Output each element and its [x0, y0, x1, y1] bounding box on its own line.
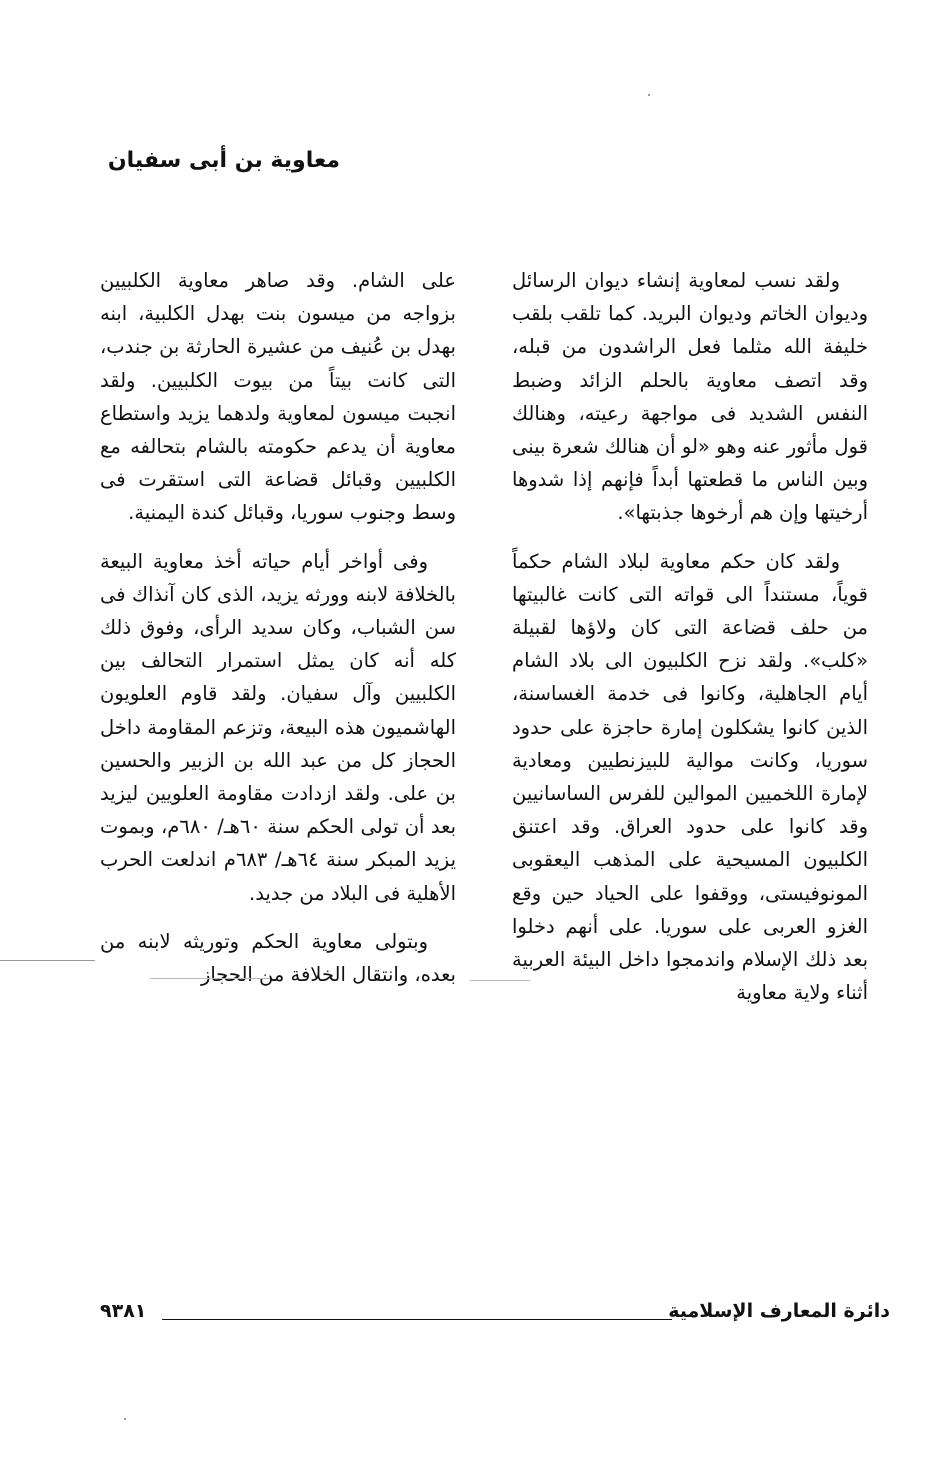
paragraph: وبتولى معاوية الحكم وتوريثه لابنه من بعده، وانتقال الخلافة من الحجاز — [100, 929, 456, 987]
scan-artifact-line — [470, 980, 530, 981]
page-number: ٩٣٨١ — [100, 1300, 147, 1322]
paragraph: وفى أواخر أيام حياته أخذ معاوية البيعة بالخلافة لابنه وورثه يزيد، الذى كان آنذاك فى سن الشباب، وكان سديد الرأى، وفوق ذلك كله أنه كان يمثل استمرار التحالف بين الكلبيين وآل سفيان. ولقد قاوم العلويون الهاشميون هذه البيعة، وتزعم المقاومة داخل الحجاز كل من عبد الله بن الزبير والحسين بن على. ولقد ازدادت مقاومة العلويين ليزيد بعد أن تولى الحكم سنة ٦٠هـ/ ٦٨٠م، وبموت يزيد المبكر سنة ٦٤هـ/ ٦٨٣م اندلعت الحرب الأهلية فى البلاد من جديد. — [100, 549, 456, 905]
scan-artifact-dot — [124, 1418, 126, 1420]
scan-artifact-dot — [648, 94, 650, 96]
footer-title: دائرة المعارف الإسلامية — [668, 1300, 890, 1322]
paragraph: على الشام. وقد صاهر معاوية الكلبيين بزواجه من ميسون بنت بهدل الكلبية، ابنه بهدل بن عُنيف من عشيرة الحارثة بن جندب، التى كانت بيتاً من بيوت الكلبيين. ولقد انجبت ميسون لمعاوية ولدهما يزيد واستطاع معاوية أن يدعم حكومته بالشام بتحالفه مع الكلبيين وقبائل قضاعة التى استقرت فى وسط وجنوب سوريا، وقبائل كندة اليمنية. — [100, 269, 456, 525]
text-column-right — [512, 264, 868, 1024]
paragraph: ولقد نسب لمعاوية إنشاء ديوان الرسائل وديوان الخاتم وديوان البريد. كما تلقب بلقب خليفة الله مثلما فعل الراشدون من قبله، وقد اتصف معاوية بالحلم الزائد وضبط النفس الشديد فى مواجهة رعيته، وهنالك قول مأثور عنه وهو «لو أن هنالك شعرة بينى وبين الناس ما قطعتها أبداً فإنهم إذا شدوها أرخيتها وإن هم أرخوها جذبتها». — [512, 269, 868, 525]
scan-artifact-line — [0, 960, 95, 961]
paragraph: ولقد كان حكم معاوية لبلاد الشام حكماً قوياً، مستنداً الى قواته التى كانت غالبيتها من حلف قضاعة التى كان ولاؤها لقبيلة «كلب». ولقد نزح الكلبيون الى بلاد الشام أيام الجاهلية، وكانوا فى خدمة الغساسنة، الذين كانوا يشكلون إمارة حاجزة على حدود سوريا، وكانت موالية للبيزنطيين ومعادية لإمارة اللخميين الموالين للفرس الساسانيين وقد كانوا على حدود العراق. وقد اعتنق الكلبيون المسيحية على المذهب اليعقوبى المونوفيستى، ووقفوا على الحياد حين وقع الغزو العربى على سوريا. على أنهم دخلوا بعد ذلك الإسلام واندمجوا داخل البيئة العربية أثناء ولاية معاوية — [512, 549, 868, 1005]
page-footer — [100, 1300, 890, 1330]
scan-artifact-line — [150, 978, 270, 979]
footer-rule — [162, 1319, 672, 1320]
text-column-left — [100, 264, 456, 1006]
running-header-title: معاوية بن أبى سفيان — [107, 148, 340, 173]
